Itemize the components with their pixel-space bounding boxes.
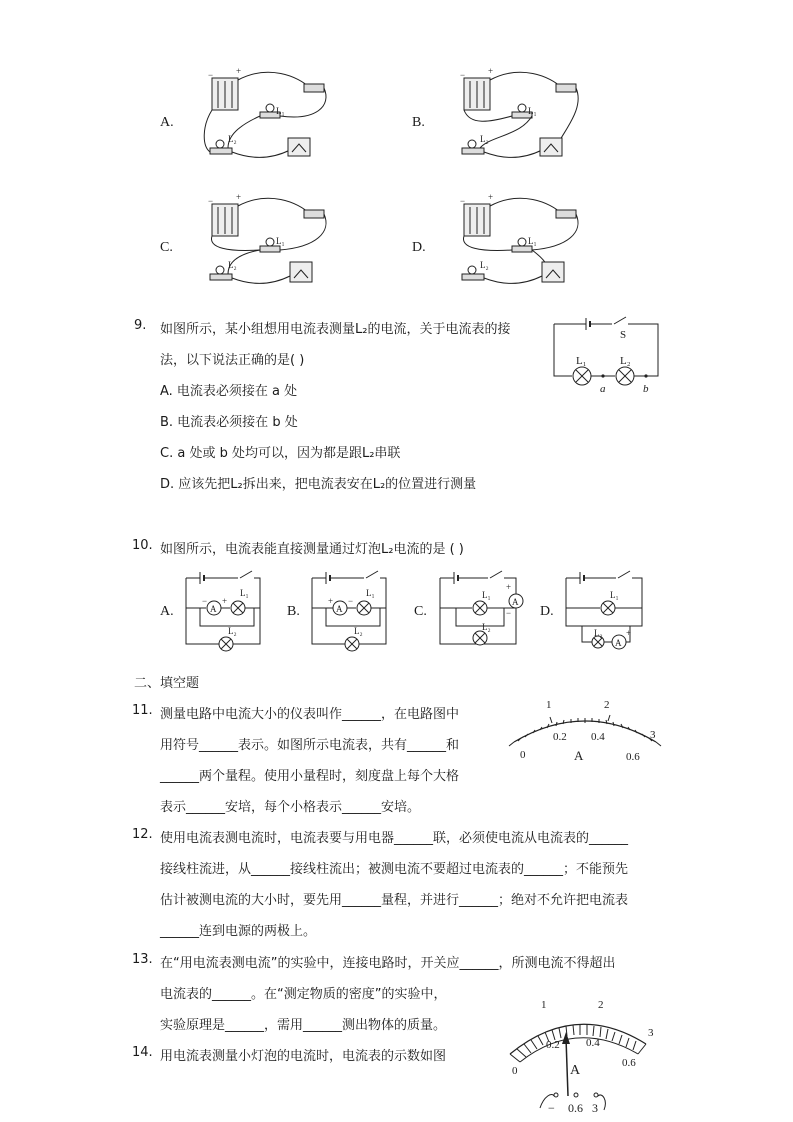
q10-option-a-label[interactable]: A.: [160, 604, 174, 619]
q11-scale-0-2: 0.2: [553, 731, 567, 743]
q11-ammeter-scale: [500, 692, 670, 770]
svg-text:−: −: [348, 596, 354, 606]
svg-text:L₂: L₂: [594, 628, 603, 638]
svg-text:L₁: L₁: [528, 106, 537, 116]
svg-text:+: +: [222, 596, 228, 606]
q9-stem-line1: 如图所示，某小组想用电流表测量L₂的电流，关于电流表的接: [160, 322, 511, 337]
q9-l1-label: L₁: [576, 355, 587, 367]
svg-text:+: +: [488, 192, 494, 202]
svg-text:L₂: L₂: [482, 622, 491, 632]
svg-text:−: −: [202, 596, 208, 606]
svg-text:L₂: L₂: [354, 626, 363, 636]
q11-scale-0-6: 0.6: [626, 751, 640, 763]
q9-circuit-diagram: [550, 312, 662, 396]
svg-text:−: −: [208, 196, 214, 206]
q11-number: 11.: [132, 703, 153, 718]
q9-number: 9.: [134, 318, 147, 333]
q8-figure-b: [450, 66, 584, 168]
svg-text:A: A: [615, 638, 622, 648]
svg-text:L₂: L₂: [480, 134, 489, 144]
q11-unit-label: A: [574, 748, 584, 763]
q11-line1: 测量电路中电流大小的仪表叫作______，在电路图中: [160, 707, 460, 722]
q8-option-c-label[interactable]: C.: [160, 240, 173, 255]
svg-text:−: −: [208, 70, 214, 80]
svg-text:+: +: [236, 192, 242, 202]
q8-option-d-label[interactable]: D.: [412, 240, 426, 255]
q9-switch-label: S: [620, 329, 627, 341]
svg-text:L₁: L₁: [366, 588, 375, 598]
q12-line4: ______连到电源的两极上。: [160, 924, 317, 939]
svg-text:A: A: [512, 597, 519, 607]
q8-option-a-label[interactable]: A.: [160, 115, 174, 130]
q14-scale-3: 3: [648, 1027, 654, 1039]
q14-scale-0-6: 0.6: [622, 1057, 636, 1069]
q9-point-a: a: [600, 383, 606, 395]
q10-figure-a: [180, 566, 270, 652]
q11-scale-3: 3: [650, 729, 656, 741]
q11-line4: 表示______安培，每个小格表示______安培。: [160, 800, 421, 815]
q14-ammeter-figure: [488, 992, 666, 1116]
q13-line3: 实验原理是______，需用______测出物体的质量。: [160, 1018, 447, 1033]
q11-scale-1: 1: [546, 699, 552, 711]
q9-point-b: b: [643, 383, 649, 395]
svg-text:L₂: L₂: [228, 260, 237, 270]
svg-text:L₁: L₁: [528, 236, 537, 246]
q10-option-c-label[interactable]: C.: [414, 604, 427, 619]
svg-text:+: +: [236, 66, 242, 76]
q13-number: 13.: [132, 952, 153, 967]
q10-option-d-label[interactable]: D.: [540, 604, 554, 619]
q11-scale-0: 0: [520, 749, 526, 761]
svg-text:+: +: [488, 66, 494, 76]
q13-line2: 电流表的______。在“测定物质的密度”的实验中，: [160, 987, 447, 1002]
q12-line2: 接线柱流进，从______接线柱流出；被测电流不要超过电流表的______；不能预先: [160, 862, 629, 877]
q14-terminal-0-6: 0.6: [568, 1101, 583, 1115]
q10-figure-b: [306, 566, 396, 652]
q14-scale-1: 1: [541, 999, 547, 1011]
q10-figure-c: [434, 566, 526, 652]
q14-number: 14.: [132, 1045, 153, 1060]
q11-scale-0-4: 0.4: [591, 731, 605, 743]
q14-unit-label: A: [570, 1063, 581, 1078]
svg-text:L₁: L₁: [276, 236, 285, 246]
svg-text:−: −: [460, 70, 466, 80]
q14-scale-0-2: 0.2: [546, 1039, 560, 1051]
q10-stem: 如图所示，电流表能直接测量通过灯泡L₂电流的是 ( ): [160, 542, 464, 557]
q14-terminal-3: 3: [592, 1101, 598, 1115]
q12-line3: 估计被测电流的大小时，要先用______量程，并进行______；绝对不允许把电流表: [160, 893, 629, 908]
q11-line3: ______两个量程。使用小量程时，刻度盘上每个大格: [160, 769, 460, 784]
svg-text:L₁: L₁: [482, 590, 491, 600]
q14-line: 用电流表测量小灯泡的电流时，电流表的示数如图: [160, 1049, 447, 1064]
svg-text:+: +: [626, 628, 632, 638]
q10-option-b-label[interactable]: B.: [287, 604, 300, 619]
q8-option-b-label[interactable]: B.: [412, 115, 425, 130]
q13-line1: 在“用电流表测电流”的实验中，连接电路时，开关应______，所测电流不得超出: [160, 956, 616, 971]
svg-text:L₂: L₂: [480, 260, 489, 270]
svg-text:−: −: [506, 608, 512, 618]
q10-figure-d: [560, 566, 652, 652]
q12-line1: 使用电流表测电流时，电流表要与用电器______联，必须使电流从电流表的______: [160, 831, 629, 846]
q9-l2-label: L₂: [620, 355, 631, 367]
q9-option-a[interactable]: A. 电流表必须接在 a 处: [160, 384, 298, 399]
q14-scale-2: 2: [598, 999, 604, 1011]
q14-scale-0: 0: [512, 1065, 518, 1077]
svg-text:A: A: [336, 604, 343, 614]
svg-text:L₂: L₂: [228, 626, 237, 636]
q14-scale-0-4: 0.4: [586, 1037, 600, 1049]
q11-line2: 用符号______表示。如图所示电流表，共有______和: [160, 738, 460, 753]
svg-text:+: +: [328, 596, 334, 606]
q12-number: 12.: [132, 827, 153, 842]
q9-option-b[interactable]: B. 电流表必须接在 b 处: [160, 415, 298, 430]
svg-text:−: −: [460, 196, 466, 206]
q11-scale-2: 2: [604, 699, 610, 711]
svg-text:L₁: L₁: [610, 590, 619, 600]
q8-figure-c: [198, 192, 332, 294]
svg-text:+: +: [506, 582, 512, 592]
q8-figure-d: [450, 192, 584, 294]
svg-text:L₂: L₂: [228, 134, 237, 144]
q10-number: 10.: [132, 538, 153, 553]
q14-terminal-minus: −: [548, 1101, 555, 1115]
q9-option-c[interactable]: C. a 处或 b 处均可以，因为都是跟L₂串联: [160, 446, 401, 461]
svg-text:L₁: L₁: [276, 106, 285, 116]
section-title: 二、填空题: [134, 676, 200, 691]
q9-stem-line2: 法，以下说法正确的是( ): [160, 353, 305, 368]
q9-option-d[interactable]: D. 应该先把L₂拆出来，把电流表安在L₂的位置进行测量: [160, 477, 477, 492]
q8-figure-a: [198, 66, 332, 168]
svg-text:L₁: L₁: [240, 588, 249, 598]
svg-text:A: A: [210, 604, 217, 614]
